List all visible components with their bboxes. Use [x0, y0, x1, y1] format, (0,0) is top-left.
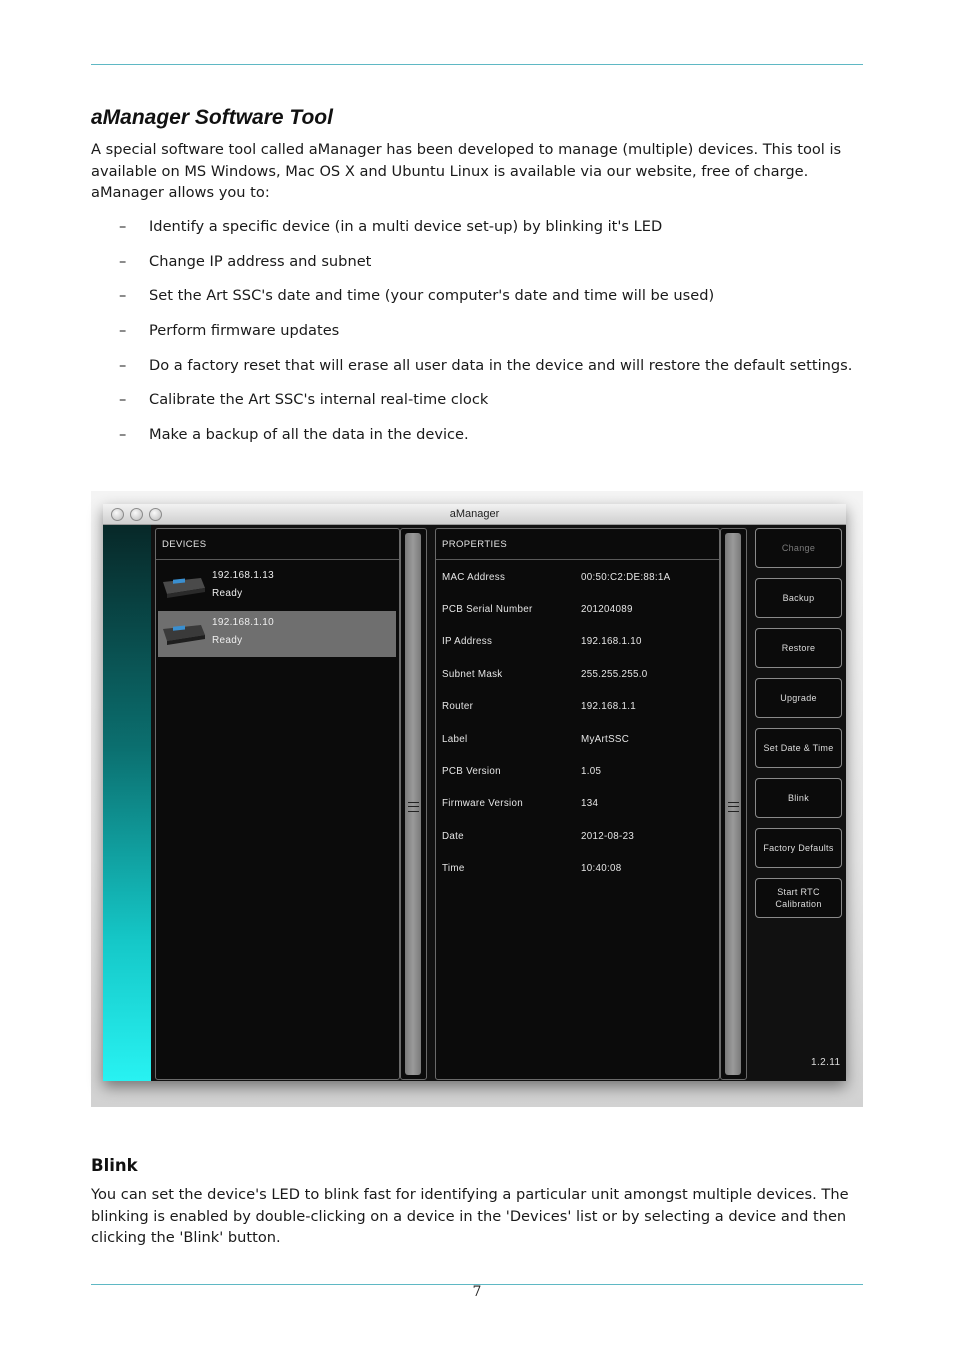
property-value: 255.255.255.0 [581, 669, 648, 680]
property-key: Label [442, 734, 468, 745]
property-key: Firmware Version [442, 798, 524, 809]
property-value: 1.05 [581, 766, 602, 777]
properties-scrollbar[interactable] [720, 528, 747, 1080]
bullet-dash: – [119, 322, 127, 340]
restore-button[interactable]: Restore [755, 628, 842, 668]
device-ip: 192.168.1.13 [212, 570, 274, 581]
property-value: 134 [581, 798, 599, 809]
property-key: Router [442, 701, 474, 712]
property-value: MyArtSSC [581, 734, 630, 745]
properties-scroll-thumb[interactable] [725, 533, 741, 1075]
list-item-text: Set the Art SSC's date and time (your computer's date and time will be used) [149, 287, 715, 305]
device-icon [161, 621, 205, 645]
property-row [442, 863, 712, 877]
bullet-dash: – [119, 426, 127, 444]
set-date-time-button[interactable]: Set Date & Time [755, 728, 842, 768]
factory-defaults-button[interactable]: Factory Defaults [755, 828, 842, 868]
bullet-dash: – [119, 252, 127, 270]
property-key: Time [442, 863, 465, 874]
properties-header-label: PROPERTIES [442, 539, 508, 550]
version-label: 1.2.11 [811, 1057, 841, 1068]
property-row [442, 604, 712, 618]
list-item-text: Perform firmware updates [149, 322, 340, 340]
property-row [442, 669, 712, 683]
blink-button[interactable]: Blink [755, 778, 842, 818]
property-value: 201204089 [581, 604, 633, 615]
property-key: IP Address [442, 636, 493, 647]
property-key: MAC Address [442, 572, 506, 583]
blink-heading: Blink [91, 1156, 138, 1175]
devices-panel [155, 528, 400, 1080]
property-row [442, 572, 712, 586]
property-value: 192.168.1.1 [581, 701, 637, 712]
window-title: aManager [449, 508, 500, 520]
app-screenshot [91, 491, 863, 1107]
intro-paragraph: A special software tool called aManager has been developed to manage (multiple) devices. This tool is available on MS Windows, Mac OS X and Ubuntu Linux is available via our website, free of charge. aManager allows you to: [91, 141, 842, 202]
button-label-line: Start RTC [777, 887, 820, 897]
property-row [442, 798, 712, 812]
property-key: PCB Version [442, 766, 501, 777]
devices-scroll-thumb[interactable] [405, 533, 421, 1075]
list-item-text: Make a backup of all the data in the device. [149, 426, 469, 444]
header-rule [91, 64, 863, 65]
grip-icon [408, 802, 419, 812]
bullet-dash: – [119, 391, 127, 409]
property-row [442, 734, 712, 748]
bullet-dash: – [119, 287, 127, 305]
title-bar [103, 504, 846, 525]
property-row [442, 831, 712, 845]
devices-header [156, 529, 399, 560]
device-status: Ready [212, 635, 243, 646]
property-value: 2012-08-23 [581, 831, 635, 842]
property-value: 00:50:C2:DE:88:1A [581, 572, 671, 583]
list-item-text: Identify a specific device (in a multi device set-up) by blinking it's LED [149, 218, 663, 235]
property-key: Date [442, 831, 464, 842]
device-icon [161, 574, 205, 598]
app-window [103, 504, 846, 1081]
bullet-dash: – [119, 218, 127, 235]
properties-panel [435, 528, 720, 1080]
brand-gradient-bar [103, 525, 151, 1081]
page-number: 7 [472, 1284, 482, 1300]
upgrade-button[interactable]: Upgrade [755, 678, 842, 718]
blink-paragraph: You can set the device's LED to blink fast for identifying a particular unit amongst multiple devices. The blinking is enabled by double-clicking on a device in the 'Devices' list or by selecting a device and then clicking the 'Blink' button. [91, 1186, 849, 1247]
property-row [442, 766, 712, 780]
backup-button[interactable]: Backup [755, 578, 842, 618]
bullet-dash: – [119, 356, 127, 374]
change-button[interactable]: Change [755, 528, 842, 568]
property-value: 10:40:08 [581, 863, 622, 874]
button-label-line: Calibration [775, 899, 822, 909]
properties-header [436, 529, 719, 560]
list-item-text: Do a factory reset that will erase all user data in the device and will restore the default settings. [149, 356, 853, 374]
list-item [91, 319, 863, 354]
start-rtc-calibration-button[interactable] [755, 878, 842, 918]
device-item[interactable] [158, 564, 396, 610]
list-item [91, 423, 863, 458]
feature-list [91, 215, 863, 458]
property-value: 192.168.1.10 [581, 636, 642, 647]
property-key: PCB Serial Number [442, 604, 533, 615]
list-item [91, 250, 863, 285]
property-row [442, 701, 712, 715]
list-item-text: Change IP address and subnet [149, 252, 372, 270]
list-item [91, 284, 863, 319]
device-item-selected[interactable] [158, 611, 396, 657]
property-key: Subnet Mask [442, 669, 503, 680]
list-item [91, 215, 863, 250]
devices-scrollbar[interactable] [400, 528, 427, 1080]
list-item [91, 354, 863, 389]
list-item-text: Calibrate the Art SSC's internal real-time clock [149, 391, 489, 409]
section-title: aManager Software Tool [91, 106, 333, 129]
devices-header-label: DEVICES [162, 539, 207, 550]
device-status: Ready [212, 588, 243, 599]
grip-icon [728, 802, 739, 812]
property-row [442, 636, 712, 650]
list-item [91, 388, 863, 423]
device-ip: 192.168.1.10 [212, 617, 274, 628]
